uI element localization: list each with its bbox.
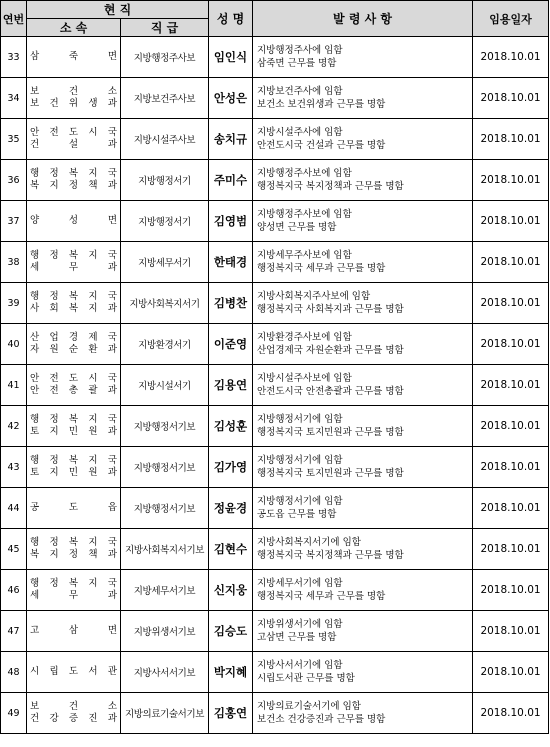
name-cell: 김가영: [209, 447, 253, 488]
header-name: 성 명: [209, 1, 253, 37]
department-line: 행 정 복 지 국: [30, 578, 117, 589]
row-number: 38: [1, 242, 27, 283]
header-date: 임용일자: [473, 1, 549, 37]
grade-cell: 지방행정서기보: [121, 447, 209, 488]
department-line: 복 지 정 책 과: [30, 549, 117, 560]
grade-cell: 지방사회복지서기보: [121, 529, 209, 570]
table-row: [1, 37, 549, 78]
date-cell: 2018.10.01: [473, 570, 549, 611]
order-cell: [253, 119, 473, 160]
department-cell: [27, 201, 121, 242]
name-cell: 이준영: [209, 324, 253, 365]
department-line: 토 지 민 원 과: [30, 467, 117, 478]
row-number: 39: [1, 283, 27, 324]
order-line: 지방행정주사에 임함: [257, 45, 343, 56]
table-row: [1, 611, 549, 652]
row-number: 35: [1, 119, 27, 160]
department-cell: [27, 160, 121, 201]
grade-cell: 지방행정서기보: [121, 488, 209, 529]
table-row: [1, 201, 549, 242]
department-line: 복 지 정 책 과: [30, 180, 117, 191]
department-line: 안 전 총 괄 과: [30, 385, 117, 396]
header-no: 연번: [1, 1, 27, 37]
header-dept: 소 속: [27, 19, 121, 37]
order-line: 지방사회복지서기에 임함: [257, 537, 361, 548]
row-number: 36: [1, 160, 27, 201]
order-line: 양성면 근무를 명함: [257, 222, 337, 233]
table-row: [1, 406, 549, 447]
order-line: 시립도서관 근무를 명함: [257, 673, 355, 684]
table-row: [1, 570, 549, 611]
department-cell: [27, 611, 121, 652]
order-line: 지방사서서기에 임함: [257, 660, 343, 671]
order-line: 행정복지국 복지정책과 근무를 명함: [257, 550, 404, 561]
row-number: 41: [1, 365, 27, 406]
department-cell: [27, 652, 121, 693]
table-row: [1, 119, 549, 160]
department-line: 고 삼 면: [30, 625, 117, 636]
name-cell: 김승도: [209, 611, 253, 652]
department-line: 안 전 도 시 국: [30, 373, 117, 384]
date-cell: 2018.10.01: [473, 693, 549, 734]
department-line: 공 도 읍: [30, 502, 117, 513]
department-cell: [27, 529, 121, 570]
grade-cell: 지방행정서기보: [121, 406, 209, 447]
department-cell: [27, 119, 121, 160]
name-cell: 임인식: [209, 37, 253, 78]
order-cell: [253, 406, 473, 447]
table-row: [1, 78, 549, 119]
grade-cell: 지방위생서기보: [121, 611, 209, 652]
date-cell: 2018.10.01: [473, 611, 549, 652]
row-number: 48: [1, 652, 27, 693]
department-line: 보 건 소: [30, 701, 117, 712]
order-line: 지방행정서기에 임함: [257, 414, 343, 425]
department-line: 행 정 복 지 국: [30, 291, 117, 302]
order-cell: [253, 447, 473, 488]
order-line: 지방세무주사보에 임함: [257, 250, 352, 261]
order-line: 행정복지국 세무과 근무를 명함: [257, 591, 386, 602]
grade-cell: 지방행정서기: [121, 160, 209, 201]
order-line: 지방보건주사에 임함: [257, 86, 343, 97]
order-line: 보건소 건강증진과 근무를 명함: [257, 714, 386, 725]
department-line: 행 정 복 지 국: [30, 414, 117, 425]
grade-cell: 지방사서서기보: [121, 652, 209, 693]
name-cell: 정윤경: [209, 488, 253, 529]
table-row: [1, 488, 549, 529]
row-number: 43: [1, 447, 27, 488]
department-cell: [27, 242, 121, 283]
date-cell: 2018.10.01: [473, 201, 549, 242]
department-line: 자 원 순 환 과: [30, 344, 117, 355]
grade-cell: 지방보건주사보: [121, 78, 209, 119]
department-cell: [27, 37, 121, 78]
order-line: 지방행정서기에 임함: [257, 455, 343, 466]
order-cell: [253, 570, 473, 611]
row-number: 33: [1, 37, 27, 78]
name-cell: 김영범: [209, 201, 253, 242]
order-line: 지방사회복지주사보에 임함: [257, 291, 371, 302]
name-cell: 김용연: [209, 365, 253, 406]
order-line: 안전도시국 건설과 근무를 명함: [257, 140, 386, 151]
header-grade: 직 급: [121, 19, 209, 37]
grade-cell: 지방시설주사보: [121, 119, 209, 160]
name-cell: 박지혜: [209, 652, 253, 693]
order-cell: [253, 78, 473, 119]
name-cell: 송치규: [209, 119, 253, 160]
grade-cell: 지방세무서기보: [121, 570, 209, 611]
date-cell: 2018.10.01: [473, 78, 549, 119]
table-row: [1, 693, 549, 734]
order-line: 행정복지국 사회복지과 근무를 명함: [257, 304, 404, 315]
date-cell: 2018.10.01: [473, 488, 549, 529]
order-cell: [253, 160, 473, 201]
order-line: 행정복지국 세무과 근무를 명함: [257, 263, 386, 274]
row-number: 47: [1, 611, 27, 652]
date-cell: 2018.10.01: [473, 406, 549, 447]
department-line: 토 지 민 원 과: [30, 426, 117, 437]
table-row: [1, 652, 549, 693]
order-cell: [253, 37, 473, 78]
order-cell: [253, 488, 473, 529]
order-line: 지방시설주사에 임함: [257, 127, 343, 138]
department-line: 행 정 복 지 국: [30, 168, 117, 179]
order-line: 지방행정주사보에 임함: [257, 209, 352, 220]
department-cell: [27, 283, 121, 324]
order-line: 지방세무서기에 임함: [257, 578, 343, 589]
table-row: [1, 529, 549, 570]
order-cell: [253, 693, 473, 734]
row-number: 40: [1, 324, 27, 365]
row-number: 49: [1, 693, 27, 734]
name-cell: 신지웅: [209, 570, 253, 611]
grade-cell: 지방환경서기: [121, 324, 209, 365]
grade-cell: 지방의료기술서기보: [121, 693, 209, 734]
order-cell: [253, 201, 473, 242]
department-line: 건 강 증 진 과: [30, 713, 117, 724]
grade-cell: 지방행정주사보: [121, 37, 209, 78]
department-line: 삼 죽 면: [30, 51, 117, 62]
table-row: [1, 160, 549, 201]
order-line: 지방위생서기에 임함: [257, 619, 343, 630]
order-cell: [253, 529, 473, 570]
row-number: 42: [1, 406, 27, 447]
name-cell: 김병찬: [209, 283, 253, 324]
department-line: 행 정 복 지 국: [30, 250, 117, 261]
name-cell: 안성은: [209, 78, 253, 119]
department-line: 사 회 복 지 과: [30, 303, 117, 314]
header-order: 발 령 사 항: [253, 1, 473, 37]
department-cell: [27, 406, 121, 447]
name-cell: 주미수: [209, 160, 253, 201]
department-cell: [27, 488, 121, 529]
order-cell: [253, 365, 473, 406]
order-line: 안전도시국 안전총괄과 근무를 명함: [257, 386, 404, 397]
order-cell: [253, 242, 473, 283]
grade-cell: 지방세무서기: [121, 242, 209, 283]
department-line: 세 무 과: [30, 262, 117, 273]
department-cell: [27, 693, 121, 734]
date-cell: 2018.10.01: [473, 324, 549, 365]
date-cell: 2018.10.01: [473, 365, 549, 406]
table-row: [1, 365, 549, 406]
name-cell: 김성훈: [209, 406, 253, 447]
date-cell: 2018.10.01: [473, 529, 549, 570]
name-cell: 김현수: [209, 529, 253, 570]
department-line: 행 정 복 지 국: [30, 455, 117, 466]
row-number: 37: [1, 201, 27, 242]
row-number: 44: [1, 488, 27, 529]
department-cell: [27, 570, 121, 611]
row-number: 46: [1, 570, 27, 611]
date-cell: 2018.10.01: [473, 119, 549, 160]
department-cell: [27, 324, 121, 365]
order-line: 삼죽면 근무를 명함: [257, 58, 337, 69]
table-row: [1, 447, 549, 488]
table-row: [1, 242, 549, 283]
order-cell: [253, 652, 473, 693]
date-cell: 2018.10.01: [473, 37, 549, 78]
order-line: 행정복지국 복지정책과 근무를 명함: [257, 181, 404, 192]
department-line: 보 건 소: [30, 86, 117, 97]
department-line: 시 립 도 서 관: [30, 666, 117, 677]
date-cell: 2018.10.01: [473, 447, 549, 488]
date-cell: 2018.10.01: [473, 652, 549, 693]
date-cell: 2018.10.01: [473, 283, 549, 324]
row-number: 45: [1, 529, 27, 570]
date-cell: 2018.10.01: [473, 242, 549, 283]
grade-cell: 지방행정서기: [121, 201, 209, 242]
department-line: 안 전 도 시 국: [30, 127, 117, 138]
name-cell: 김홍연: [209, 693, 253, 734]
order-line: 산업경제국 자원순환과 근무를 명함: [257, 345, 404, 356]
department-cell: [27, 447, 121, 488]
date-cell: 2018.10.01: [473, 160, 549, 201]
order-line: 행정복지국 토지민원과 근무를 명함: [257, 427, 404, 438]
order-cell: [253, 283, 473, 324]
order-line: 보건소 보건위생과 근무를 명함: [257, 99, 386, 110]
grade-cell: 지방시설서기: [121, 365, 209, 406]
department-line: 행 정 복 지 국: [30, 537, 117, 548]
order-line: 지방의료기술서기에 임함: [257, 701, 361, 712]
order-line: 지방행정주사보에 임함: [257, 168, 352, 179]
department-line: 보 건 위 생 과: [30, 98, 117, 109]
department-line: 건 설 과: [30, 139, 117, 150]
order-line: 고삼면 근무를 명함: [257, 632, 337, 643]
order-line: 지방시설주사보에 임함: [257, 373, 352, 384]
row-number: 34: [1, 78, 27, 119]
department-cell: [27, 78, 121, 119]
department-cell: [27, 365, 121, 406]
department-line: 산 업 경 제 국: [30, 332, 117, 343]
grade-cell: 지방사회복지서기: [121, 283, 209, 324]
order-line: 지방환경주사보에 임함: [257, 332, 352, 343]
header-current: 현 직: [27, 1, 209, 19]
department-line: 양 성 면: [30, 215, 117, 226]
order-line: 행정복지국 토지민원과 근무를 명함: [257, 468, 404, 479]
name-cell: 한태경: [209, 242, 253, 283]
department-line: 세 무 과: [30, 590, 117, 601]
order-line: 공도읍 근무를 명함: [257, 509, 337, 520]
order-line: 지방행정서기에 임함: [257, 496, 343, 507]
order-cell: [253, 324, 473, 365]
table-row: [1, 324, 549, 365]
order-cell: [253, 611, 473, 652]
table-row: [1, 283, 549, 324]
